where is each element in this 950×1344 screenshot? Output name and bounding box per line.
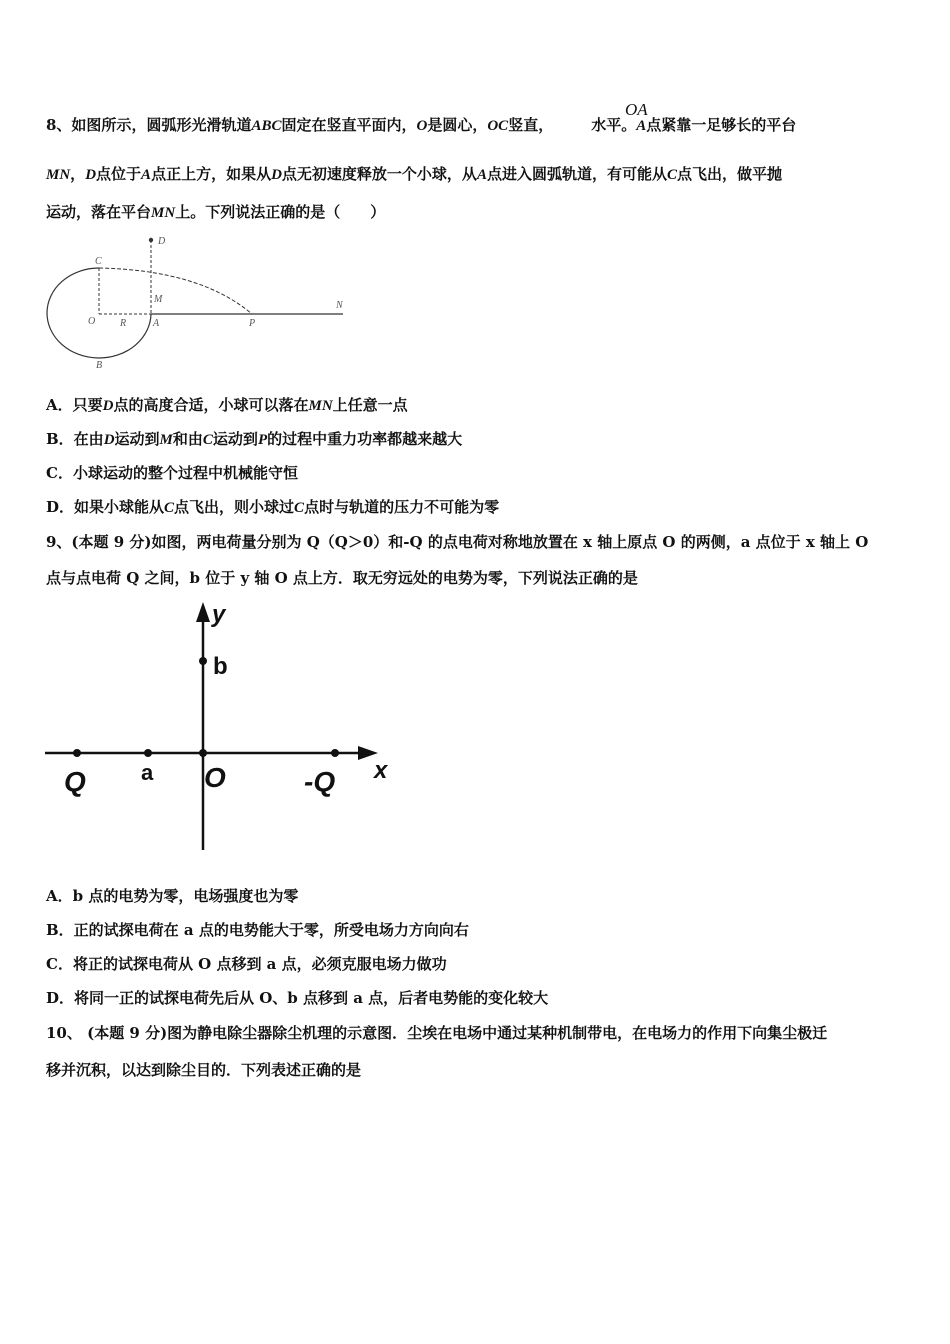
q10-stem-line2: 移并沉积，以达到除尘目的．下列表述正确的是	[46, 1061, 362, 1079]
label-b: b	[213, 653, 228, 680]
q8-stem-line1: 8、如图所示，圆弧形光滑轨道ABC固定在竖直平面内，O是圆心，OC竖直， 水平。A点紧靠一足够长的平台	[46, 116, 797, 134]
label-neg-q: -Q	[304, 766, 336, 797]
q8-option-b: B．在由D运动到M和由C运动到P的过程中重力功率都越来越大	[46, 430, 463, 448]
q8-option-c: C．小球运动的整个过程中机械能守恒	[46, 464, 298, 482]
q8-option-a: A．只要D点的高度合适，小球可以落在MN上任意一点	[46, 396, 408, 414]
label-a: A	[153, 318, 160, 329]
point-d	[149, 238, 153, 242]
label-c: C	[95, 256, 102, 267]
label-x: x	[374, 757, 388, 784]
label-o: O	[88, 316, 96, 327]
y-arrow	[196, 602, 210, 622]
point-a	[144, 749, 152, 757]
projectile-path	[99, 268, 252, 314]
label-p: P	[249, 318, 256, 329]
label-d: D	[158, 236, 166, 247]
label-a: a	[141, 760, 154, 785]
point-b	[199, 657, 207, 665]
label-o: O	[204, 762, 226, 793]
label-y: y	[212, 601, 226, 628]
q9-stem-line1: 9、(本题 9 分)如图，两电荷量分别为 Q（Q＞0）和-Q 的点电荷对称地放置在 x 轴上原点 O 的两侧，a 点位于 x 轴上 O	[46, 533, 869, 551]
label-r: R	[120, 318, 127, 329]
q9-option-d: D．将同一正的试探电荷先后从 O、b 点移到 a 点，后者电势能的变化较大	[46, 989, 549, 1007]
q10-stem-line1: 10、 (本题 9 分)图为静电除尘器除尘机理的示意图．尘埃在电场中通过某种机制带电，在电场力的作用下向集尘极迁	[46, 1024, 828, 1042]
point-q	[73, 749, 81, 757]
q9-option-a: A．b 点的电势为零，电场强度也为零	[46, 887, 299, 905]
q8-stem-line3: 运动，落在平台MN上。下列说法正确的是（ ）	[46, 203, 386, 221]
q8-track-figure	[40, 230, 360, 380]
q8-stem-line2: MN，D点位于A点正上方，如果从D点无初速度释放一个小球，从A点进入圆弧轨道，有可能从C点飞出，做平抛	[46, 165, 782, 183]
point-neg-q	[331, 749, 339, 757]
q9-charge-figure	[40, 598, 400, 858]
label-q: Q	[64, 766, 86, 797]
label-m: M	[154, 294, 163, 305]
q9-stem-line2: 点与点电荷 Q 之间，b 位于 y 轴 O 点上方．取无穷远处的电势为零，下列说法正确的是	[46, 569, 638, 587]
label-b: B	[96, 360, 103, 371]
q8-oa-formula: OA	[625, 100, 648, 119]
label-n: N	[336, 300, 343, 311]
q8-option-d: D．如果小球能从C点飞出，则小球过C点时与轨道的压力不可能为零	[46, 498, 500, 516]
q9-option-c: C．将正的试探电荷从 O 点移到 a 点，必须克服电场力做功	[46, 955, 447, 973]
point-o	[199, 749, 207, 757]
q9-option-b: B．正的试探电荷在 a 点的电势能大于零，所受电场力方向向右	[46, 921, 469, 939]
